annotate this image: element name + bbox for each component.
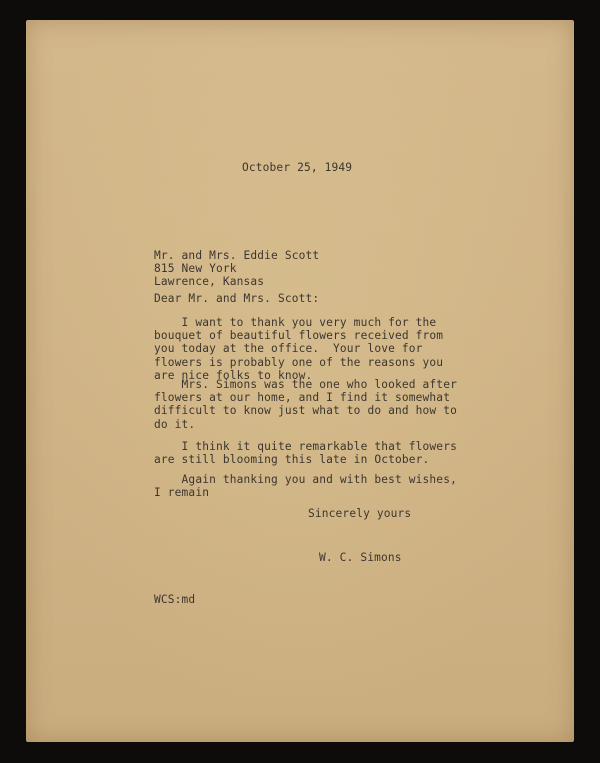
complimentary-closing: Sincerely yours: [308, 507, 412, 520]
salutation: Dear Mr. and Mrs. Scott:: [154, 292, 320, 305]
recipient-name: Mr. and Mrs. Eddie Scott: [154, 249, 320, 262]
letter-date: October 25, 1949: [242, 161, 353, 174]
paragraph-thanks: I want to thank you very much for the bouquet of beautiful flowers received from you today at the office. Your love for flowers is probably one of the reasons you are nice folks to know.: [154, 316, 444, 382]
paragraph-mrs-simons: Mrs. Simons was the one who looked after flowers at our home, and I find it somewhat difficult to know just what to do and how to do it.: [154, 378, 457, 431]
recipient-street: 815 New York: [154, 262, 237, 276]
signer-name: W. C. Simons: [319, 551, 402, 564]
paragraph-best-wishes: Again thanking you and with best wishes, I remain: [154, 473, 457, 500]
paragraph-blooming: I think it quite remarkable that flowers are still blooming this late in October.: [154, 440, 457, 467]
recipient-address: [154, 249, 319, 289]
reference-initials: WCS:md: [154, 593, 196, 606]
recipient-city: Lawrence, Kansas: [154, 275, 265, 289]
letter-page: [26, 20, 574, 742]
